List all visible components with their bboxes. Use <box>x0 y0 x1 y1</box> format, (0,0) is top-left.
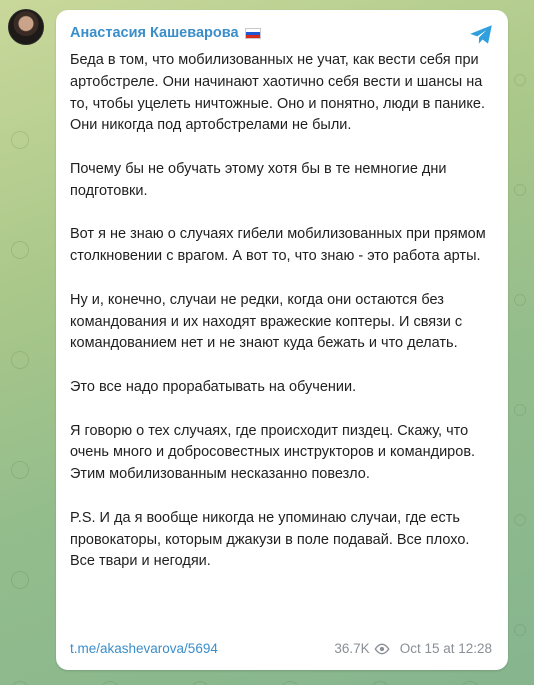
message-bubble <box>56 10 508 670</box>
message-meta <box>334 641 492 656</box>
message-paragraph: Ну и, конечно, случаи не редки, когда они остаются без командования и их находят вражеские коптеры. И связи с командованием нет и не знают куда бежать и что делать. <box>70 291 463 352</box>
message-paragraph: Я говорю о тех случаях, где происходит пиздец. Скажу, что очень много и добросовестных инструкторов и командиров. Этим мобилизованным несказанно повезло. <box>70 422 476 483</box>
telegram-icon[interactable] <box>468 22 494 48</box>
message-paragraph: P.S. И да я вообще никогда не упоминаю случаи, где есть провокаторы, которым джакузи в поле подавай. Все плохо. Все твари и негодяи. <box>70 509 470 570</box>
message-header <box>70 22 494 44</box>
russia-flag-icon <box>245 28 261 39</box>
message-paragraph: Беда в том, что мобилизованных не учат, как вести себя при артобстреле. Они начинают хаотично себя вести и шансы на то, чтобы уцелеть ничтожные. Оно и понятно, люди в панике. Они никогда под артобстрелами не были. <box>70 52 485 134</box>
timestamp: Oct 15 at 12:28 <box>399 641 492 656</box>
view-count: 36.7K <box>334 641 370 656</box>
post-link[interactable]: t.me/akashevarova/5694 <box>70 641 218 656</box>
message-paragraph: Это все надо прорабатывать на обучении. <box>70 378 357 395</box>
eye-icon <box>374 643 390 655</box>
sender-name[interactable]: Анастасия Кашеварова <box>70 25 239 41</box>
message-paragraph: Вот я не знаю о случаях гибели мобилизованных при прямом столкновении с врагом. А вот то, что знаю - это работа арты. <box>70 226 486 265</box>
message-paragraph: Почему бы не обучать этому хотя бы в те немногие дни подготовки. <box>70 160 447 199</box>
message-text <box>70 50 494 573</box>
avatar[interactable] <box>8 9 44 45</box>
message-footer <box>70 641 492 656</box>
